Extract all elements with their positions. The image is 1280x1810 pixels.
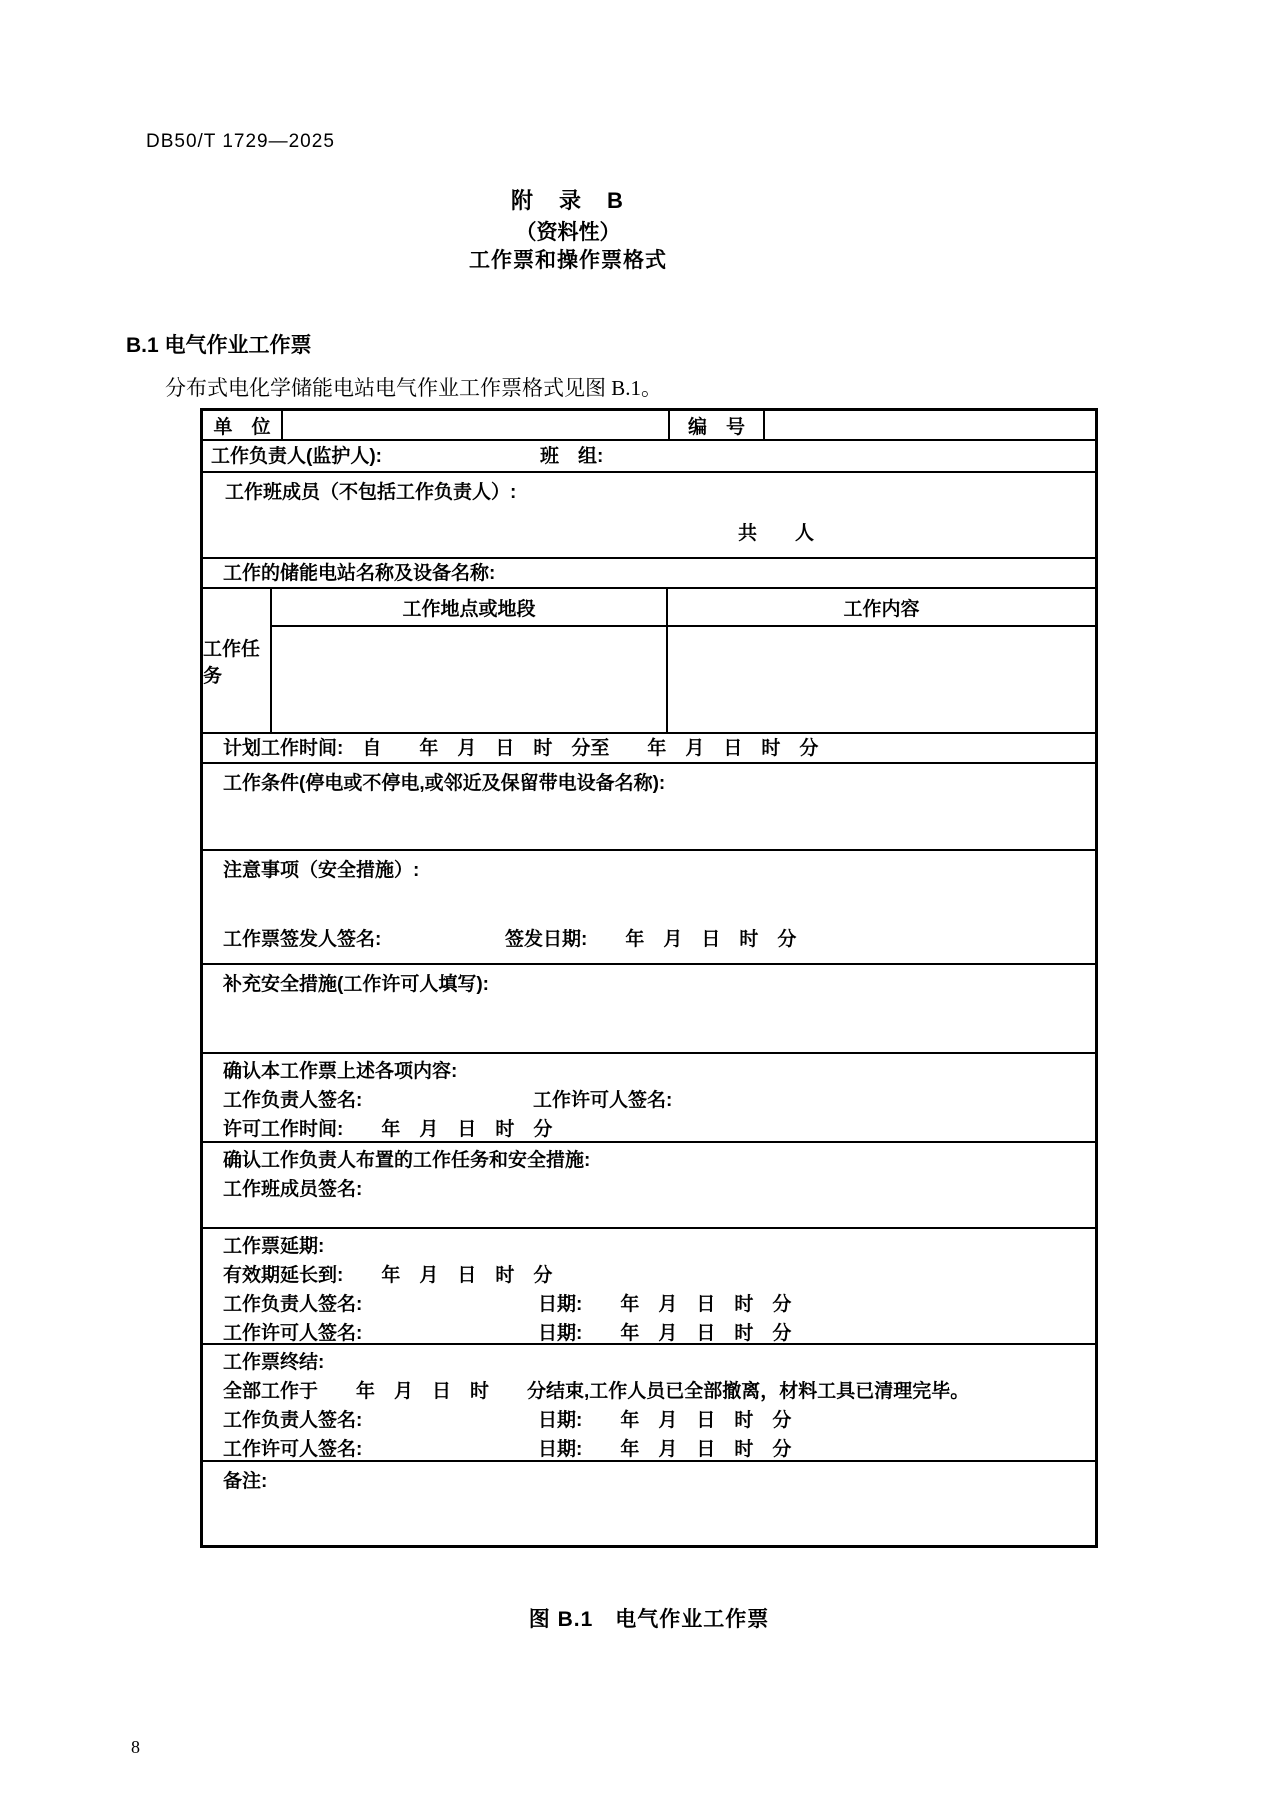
termination-leader-line (203, 1406, 1095, 1435)
content-value-cell (668, 627, 1095, 732)
permitter-sign-label: 工作许可人签名: (223, 1439, 363, 1460)
leader-sign-label: 工作负责人签名: (223, 1090, 363, 1111)
row-extension (203, 1229, 1095, 1345)
page-number: 8 (131, 1737, 140, 1757)
number-label-cell: 编 号 (670, 411, 765, 439)
row-task (203, 589, 1095, 734)
supplementary-label: 补充安全措施(工作许可人填写): (223, 974, 489, 995)
date-label: 日期: 年 月 日 时 分 (538, 1439, 792, 1460)
section-heading: B.1 电气作业工作票 (126, 334, 312, 357)
confirm-tasks-label: 确认工作负责人布置的工作任务和安全措施: (223, 1150, 591, 1171)
row-confirm-tasks (203, 1143, 1095, 1229)
row-precautions (203, 851, 1095, 965)
row-unit-number (203, 411, 1095, 441)
station-label: 工作的储能电站名称及设备名称: (223, 562, 496, 584)
task-body-row (272, 627, 1095, 732)
termination-label: 工作票终结: (223, 1352, 325, 1373)
confirm-contents-label: 确认本工作票上述各项内容: (223, 1061, 458, 1082)
confirm-sign-line (203, 1086, 1095, 1115)
task-header-row (272, 589, 1095, 627)
valid-until-label: 有效期延长到: 年 月 日 时 分 (223, 1265, 553, 1286)
unit-label-cell: 单 位 (203, 411, 283, 439)
row-members (203, 473, 1095, 559)
unit-value-cell (283, 411, 670, 439)
content-header-cell: 工作内容 (843, 598, 920, 620)
leader-line (203, 441, 1095, 471)
row-supplementary (203, 965, 1095, 1054)
leader-sign-label: 工作负责人签名: (223, 1294, 363, 1315)
date-label: 日期: 年 月 日 时 分 (538, 1323, 792, 1344)
standard-number: DB50/T 1729—2025 (146, 131, 335, 152)
number-value-cell (765, 411, 1095, 439)
extension-permitter-line (203, 1319, 1095, 1348)
team-label: 班 组: (540, 445, 604, 467)
precautions-label: 注意事项（安全措施）: (223, 860, 420, 881)
issuer-sign-label: 工作票签发人签名: (223, 929, 382, 950)
leader-label: 工作负责人(监护人): (211, 445, 382, 467)
extension-label: 工作票延期: (223, 1236, 325, 1257)
issue-date-label: 签发日期: 年 月 日 时 分 (505, 929, 797, 950)
row-confirm-contents (203, 1054, 1095, 1143)
location-value-cell (272, 627, 668, 732)
row-termination (203, 1345, 1095, 1462)
members-total-label: 共 人 (738, 523, 815, 544)
permit-time-label: 许可工作时间: 年 月 日 时 分 (223, 1119, 553, 1140)
permitter-sign-label: 工作许可人签名: (223, 1323, 363, 1344)
intro-paragraph: 分布式电化学储能电站电气作业工作票格式见图 B.1。 (165, 376, 663, 400)
appendix-title: 附 录 B (511, 188, 625, 213)
figure-caption: 图 B.1 电气作业工作票 (528, 1608, 770, 1631)
appendix-subtitle: （资料性） (515, 221, 621, 244)
row-conditions (203, 764, 1095, 851)
remarks-label: 备注: (223, 1471, 268, 1492)
location-header-cell: 工作地点或地段 (272, 589, 668, 625)
date-label: 日期: 年 月 日 时 分 (538, 1294, 792, 1315)
permitter-sign-label: 工作许可人签名: (533, 1090, 673, 1111)
row-leader-team (203, 441, 1095, 473)
work-ticket-form (200, 408, 1098, 1548)
termination-line: 全部工作于 年 月 日 时 分结束,工作人员已全部撤离，材料工具已清理完毕。 (223, 1381, 970, 1402)
precautions-blank (203, 885, 1095, 925)
conditions-label: 工作条件(停电或不停电,或邻近及保留带电设备名称): (223, 773, 666, 794)
issuer-sign-line (203, 925, 1095, 954)
extension-leader-line (203, 1290, 1095, 1319)
row-station (203, 559, 1095, 589)
planned-time-label: 计划工作时间: 自 年 月 日 时 分至 年 月 日 时 分 (223, 737, 819, 759)
members-label: 工作班成员（不包括工作负责人）: (225, 482, 517, 503)
row-planned-time (203, 734, 1095, 764)
termination-permitter-line (203, 1435, 1095, 1464)
row-remarks (203, 1462, 1095, 1545)
appendix-heading: 工作票和操作票格式 (469, 249, 667, 272)
members-sign-label: 工作班成员签名: (223, 1179, 363, 1200)
task-columns (272, 589, 1095, 732)
task-label-cell: 工作任务 (203, 589, 272, 732)
leader-sign-label: 工作负责人签名: (223, 1410, 363, 1431)
date-label: 日期: 年 月 日 时 分 (538, 1410, 792, 1431)
